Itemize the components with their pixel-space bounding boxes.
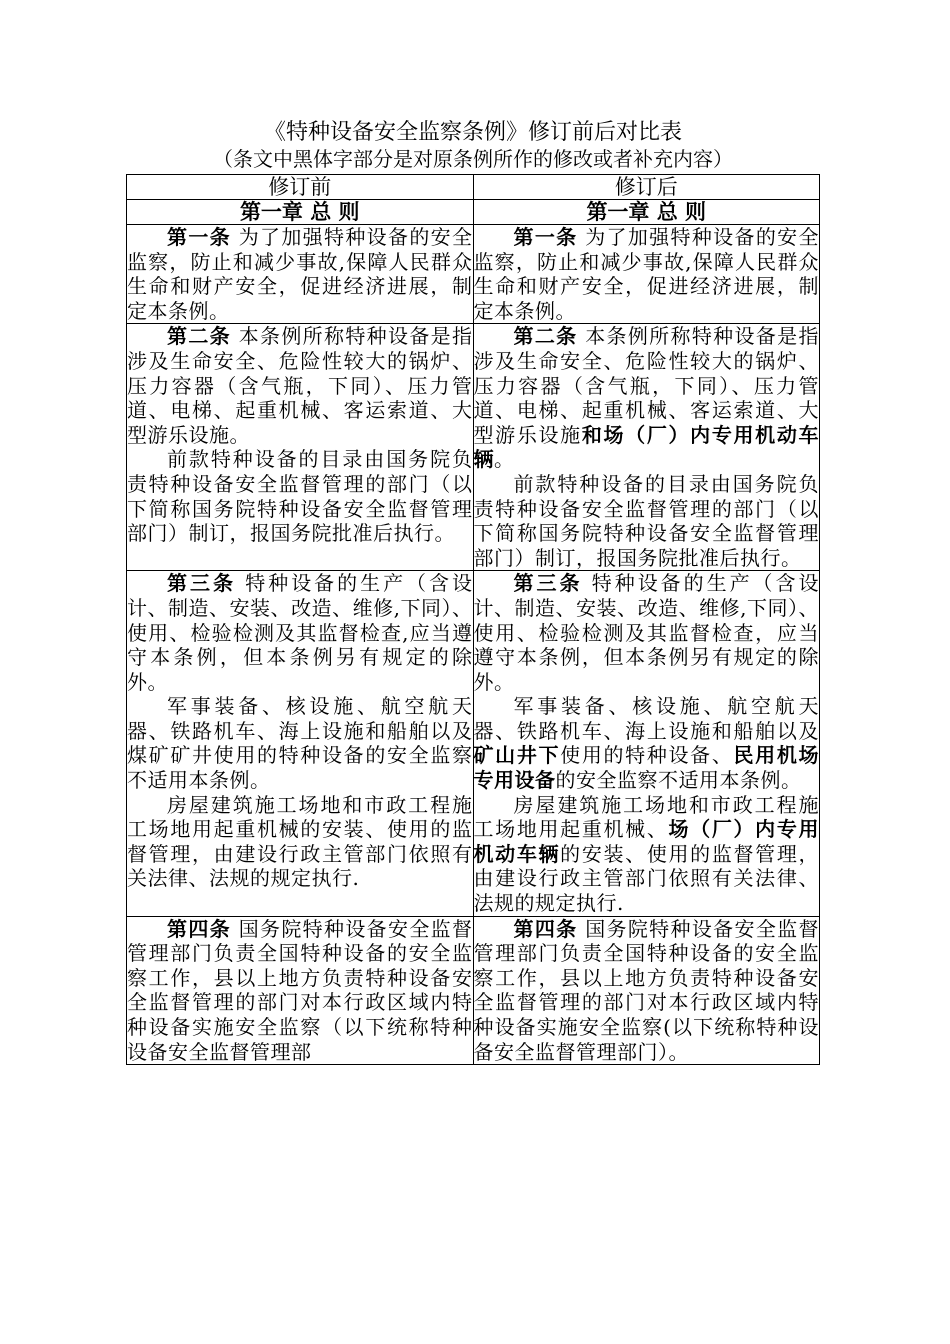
text-segment: 特种设备的生产（含设计、制造、安装、改造、维修,下同）、使用、检验检测及其监督检查，应当遵守本条例，但本条例另有规定的除外。 — [473, 571, 820, 694]
bold-text-segment: 第二条 — [513, 324, 578, 349]
chapter-title-before: 第一章 总 则 — [127, 200, 474, 225]
text-segment: 前款特种设备的目录由国务院负责特种设备安全监督管理的部门（以下简称国务院特种设备安全监督管理部门）制订，报国务院批准后执行。 — [127, 447, 473, 546]
article-cell-before — [127, 324, 474, 571]
bold-text-segment: 第二条 — [167, 324, 231, 349]
text-segment: 军事装备、核设施、航空航天器、铁路机车、海上设施和船舶以及 — [473, 694, 819, 743]
text-segment: 的安装、使用的监督管理，由建设行政主管部门依照有关法律、法规的规定执行. — [473, 841, 820, 916]
article-paragraph — [127, 793, 473, 891]
text-segment: 为了加强特种设备的安全监察，防止和减少事故,保障人民群众生命和财产安全，促进经济进展，制定本条例。 — [473, 225, 820, 323]
article-paragraph — [474, 917, 820, 1065]
column-header-row — [127, 175, 820, 200]
bold-text-segment: 第四条 — [513, 916, 578, 941]
article-paragraph — [127, 324, 473, 447]
article-row — [127, 916, 820, 1065]
text-segment: 国务院特种设备安全监督管理部门负责全国特种设备的安全监察工作，县以上地方负责特种设备安全监督管理的部门对本行政区域内特种设备实施安全监察(以下统称特种设备安全监督管理部门）。 — [473, 916, 820, 1064]
document-subtitle: （条文中黑体字部分是对原条例所作的修改或者补充内容） — [213, 147, 733, 171]
text-segment: 国务院特种设备安全监督管理部门负责全国特种设备的安全监察工作，县以上地方负责特种设备安全监督管理的部门对本行政区域内特种设备实施安全监察（以下统称特种设备安全监督管理部 — [127, 916, 473, 1064]
article-row — [127, 225, 820, 324]
text-segment: 本条例所称特种设备是指涉及生命安全、危险性较大的锅炉、压力容器（含气瓶，下同）、压力管道、电梯、起重机械、客运索道、大型游乐设施 — [473, 324, 820, 447]
article-cell-after — [473, 225, 820, 324]
bold-text-segment: 和场（厂）内专用机动车辆 — [473, 422, 820, 472]
article-paragraph — [127, 447, 473, 545]
article-cell-before — [127, 571, 474, 916]
column-header-before: 修订前 — [127, 175, 474, 200]
bold-text-segment: 第三条 — [167, 571, 236, 596]
column-header-after: 修订后 — [473, 175, 820, 200]
bold-text-segment: 场（厂）内专用机动车辆 — [473, 817, 819, 866]
article-cell-after — [473, 571, 820, 916]
text-segment: 军事装备、核设施、航空航天器、铁路机车、海上设施和船舶以及煤矿矿井使用的特种设备的安全监察不适用本条例。 — [127, 694, 473, 793]
article-cell-after — [473, 916, 820, 1065]
bold-text-segment: 第四条 — [167, 916, 231, 941]
article-paragraph — [474, 472, 820, 570]
text-segment: 前款特种设备的目录由国务院负责特种设备安全监督管理的部门（以下简称国务院特种设备安全监督管理部门）制订，报国务院批准后执行。 — [473, 471, 819, 570]
text-segment: 房屋建筑施工场地和市政工程施工场地用起重机械的安装、使用的监督管理，由建设行政主管部门依照有关法律、法规的规定执行. — [127, 792, 473, 891]
article-cell-before — [127, 225, 474, 324]
article-row — [127, 571, 820, 916]
bold-text-segment: 第三条 — [513, 571, 583, 596]
comparison-table — [126, 174, 820, 1065]
article-paragraph — [474, 324, 820, 472]
article-paragraph — [127, 694, 473, 792]
chapter-title-after: 第一章 总 则 — [473, 200, 820, 225]
article-cell-before — [127, 916, 474, 1065]
article-paragraph — [474, 571, 820, 694]
text-segment: 为了加强特种设备的安全监察，防止和减少事故,保障人民群众生命和财产安全，促进经济进展，制定本条例。 — [127, 225, 473, 323]
text-segment: 本条例所称特种设备是指涉及生命安全、危险性较大的锅炉、压力容器（含气瓶，下同）、压力管道、电梯、起重机械、客运索道、大型游乐设施。 — [127, 324, 473, 447]
bold-text-segment: 第一条 — [513, 225, 578, 249]
bold-text-segment: 矿山井下 — [473, 743, 561, 768]
text-segment: 房屋建筑施工场地和市政工程施工场地用起重机械、 — [473, 792, 819, 842]
article-paragraph — [474, 793, 820, 916]
text-segment: 。 — [494, 447, 515, 472]
text-segment: 特种设备的生产（含设计、制造、安装、改造、维修,下同）、使用、检验检测及其监督检查,应当遵守本条例，但本条例另有规定的除外。 — [127, 571, 473, 694]
article-cell-after — [473, 324, 820, 571]
article-paragraph — [474, 225, 820, 323]
article-paragraph — [127, 917, 473, 1065]
bold-text-segment: 民用机场专用设备 — [473, 743, 820, 793]
article-row — [127, 324, 820, 571]
article-paragraph — [474, 694, 820, 792]
article-paragraph — [127, 225, 473, 323]
text-segment: 使用的特种设备、 — [560, 743, 734, 768]
text-segment: 的安全监察不适用本条例。 — [555, 768, 802, 793]
article-paragraph — [127, 571, 473, 694]
bold-text-segment: 第一条 — [167, 225, 231, 249]
chapter-row — [127, 200, 820, 225]
document-title: 《特种设备安全监察条例》修订前后对比表 — [263, 120, 682, 145]
